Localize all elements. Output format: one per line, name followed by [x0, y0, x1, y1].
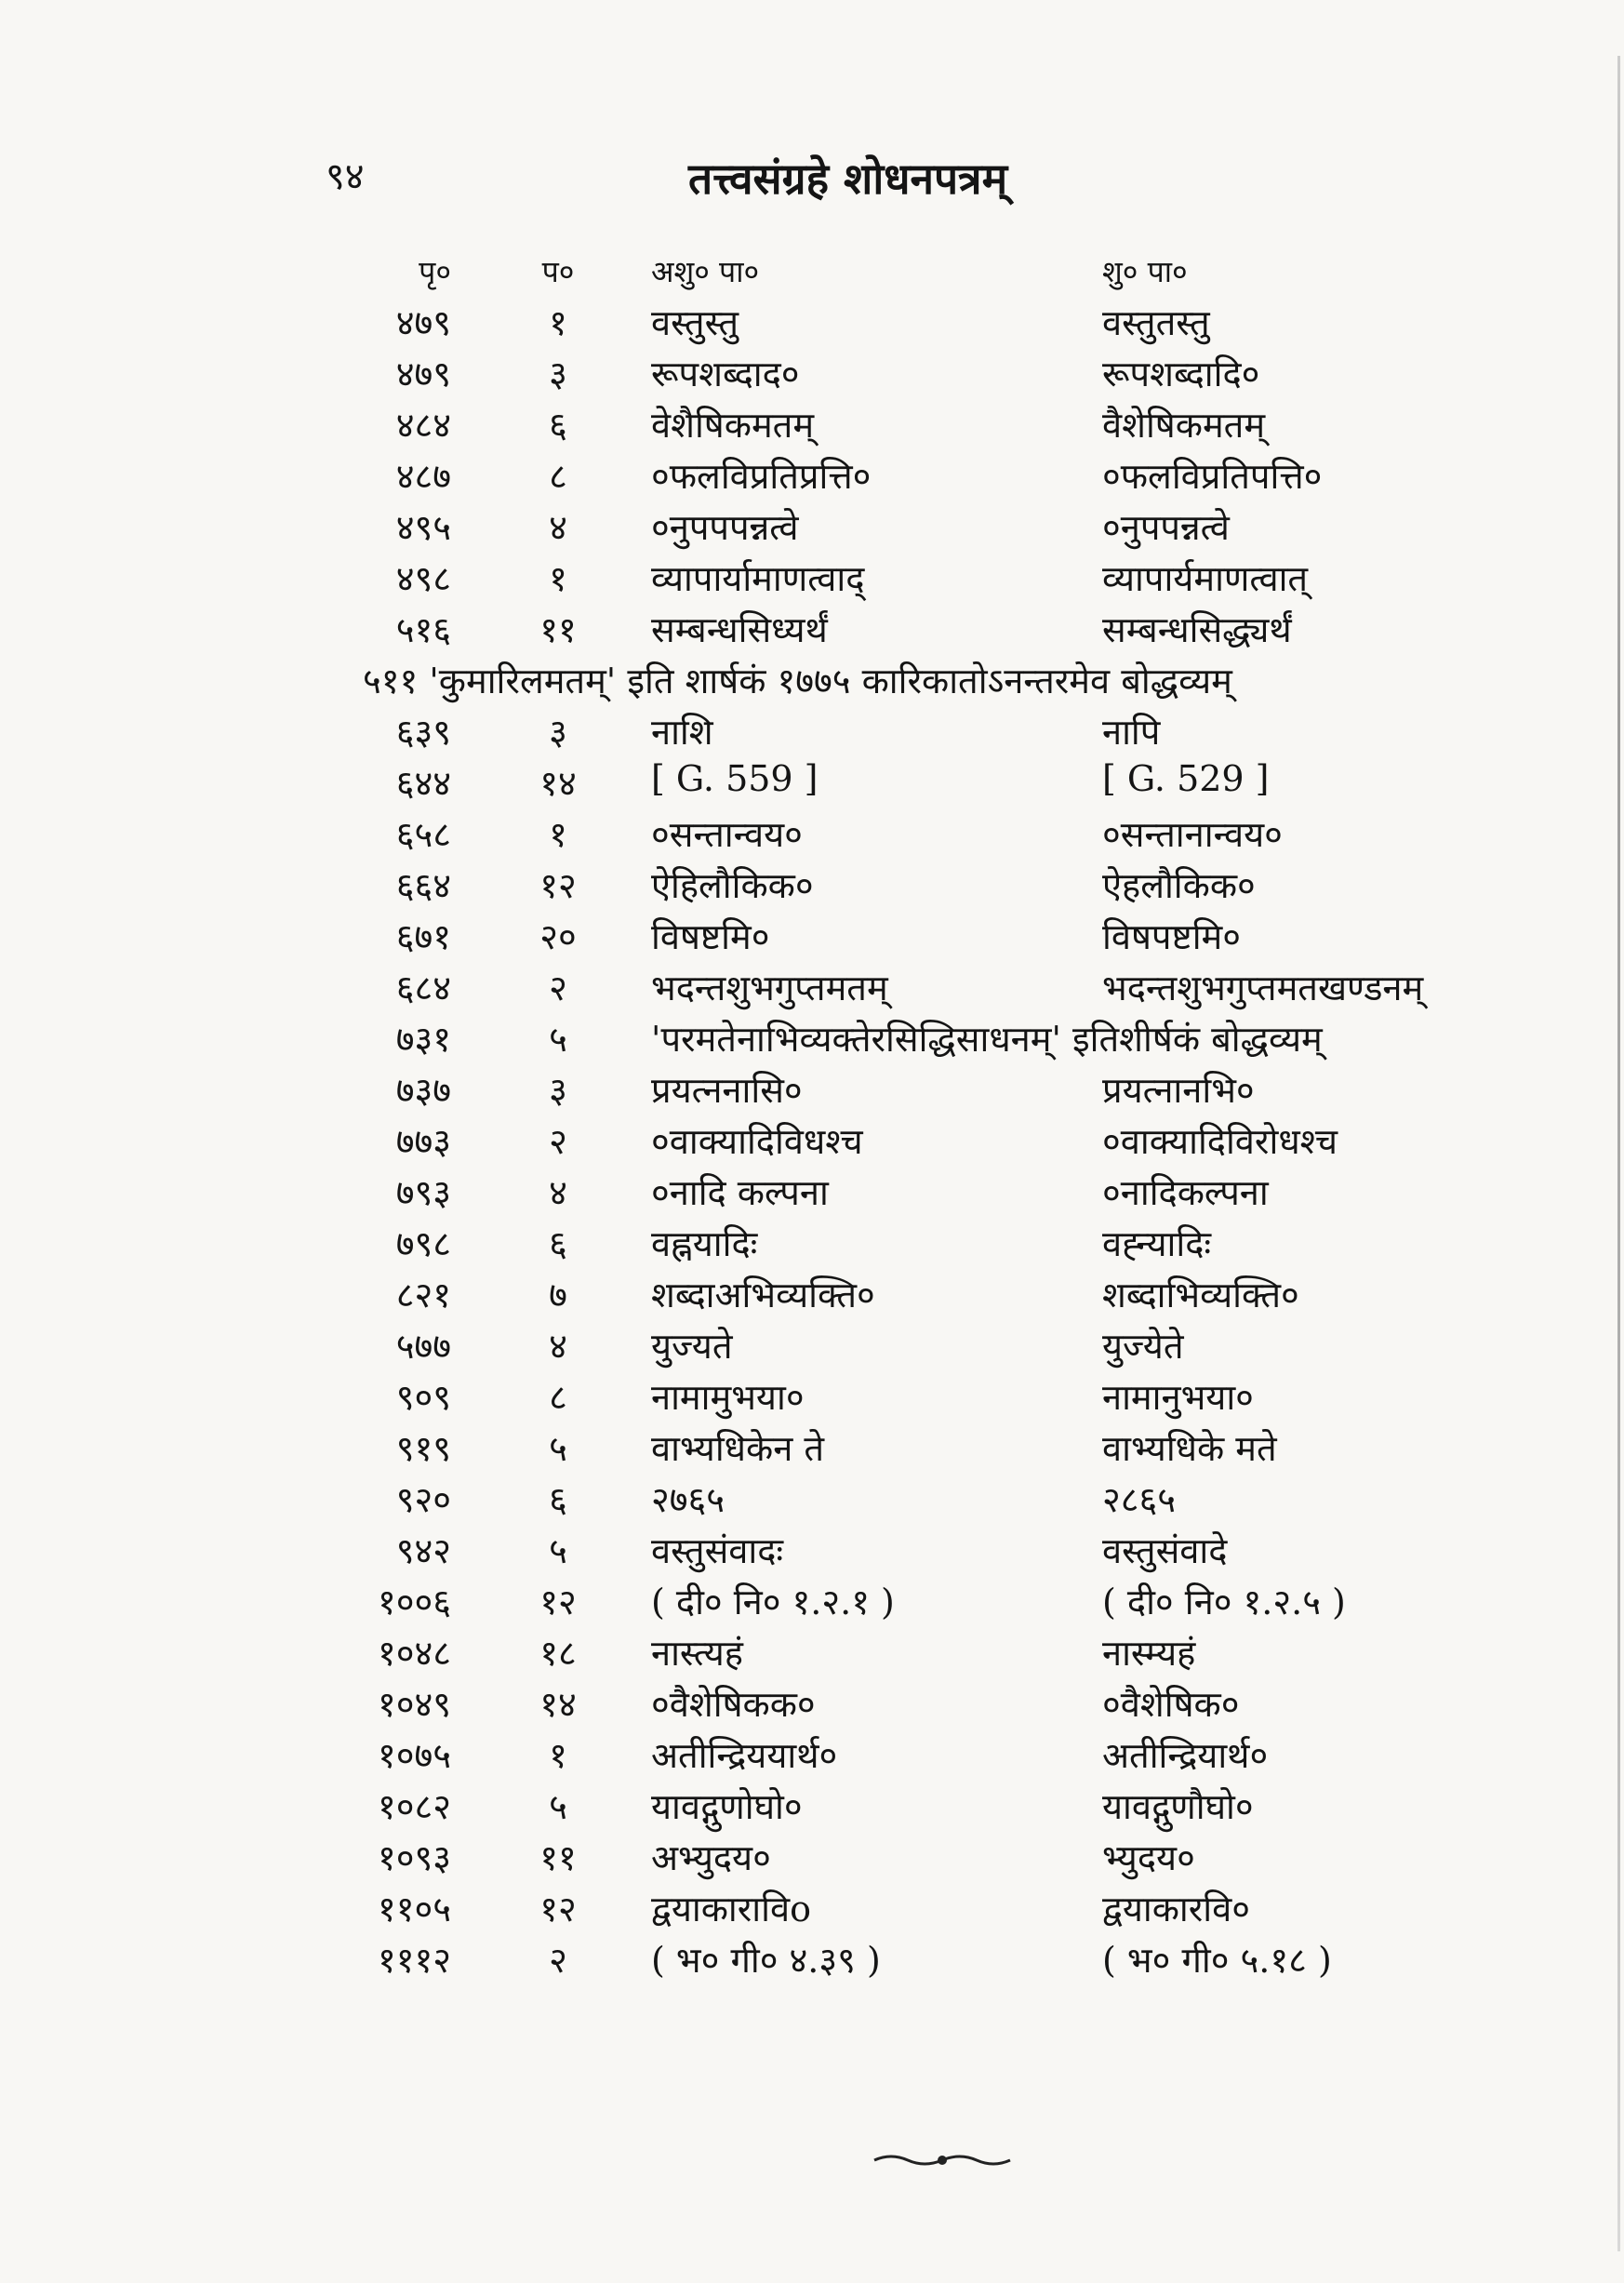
incorrect-reading: वेशैषिकमतम्	[651, 405, 815, 446]
line-cell: २	[549, 1940, 567, 1981]
table-row	[0, 1730, 1624, 1782]
correct-reading: वह्न्यादिः	[1102, 1223, 1212, 1264]
line-cell: ४	[549, 1172, 567, 1213]
incorrect-reading: ०सन्तान्वय०	[651, 814, 803, 855]
incorrect-reading: वस्तुसंवादः	[651, 1530, 784, 1571]
line-cell: ११	[539, 1837, 577, 1878]
page-cell: १०८२	[377, 1786, 451, 1827]
line-cell: १	[549, 302, 567, 343]
table-row	[0, 1679, 1624, 1730]
correct-reading: शब्दाभिव्यक्ति०	[1102, 1275, 1299, 1315]
table-row	[0, 349, 1624, 400]
line-cell: ३	[549, 712, 567, 753]
line-cell: ८	[549, 1377, 567, 1418]
page-cell: ६८४	[395, 968, 451, 1008]
table-row	[0, 400, 1624, 451]
page-cell: १०७५	[377, 1735, 451, 1776]
page-cell: ४७९	[395, 302, 451, 343]
incorrect-reading: ०फलविप्रतिप्रत्ति०	[651, 456, 872, 497]
page-cell: ५७७	[395, 1326, 451, 1367]
incorrect-reading: ०नादि कल्पना	[651, 1172, 829, 1213]
incorrect-reading: नाशि	[651, 712, 713, 753]
table-row	[0, 1116, 1624, 1168]
table-row	[0, 1782, 1624, 1833]
note-text: 'परमतेनाभिव्यक्तेरसिद्धिसाधनम्' इतिशीर्षकं बोद्धव्यम्	[651, 1019, 1323, 1060]
correct-reading: [ G. 529 ]	[1102, 758, 1270, 799]
page-cell: ६३९	[395, 712, 451, 753]
page-cell: ५१६	[395, 609, 451, 650]
table-row	[0, 1372, 1624, 1423]
incorrect-reading: वह्नयादिः	[651, 1223, 758, 1264]
incorrect-reading: द्वयाकाराविo	[651, 1889, 811, 1929]
column-header-correct: शु० पा०	[1102, 254, 1188, 289]
table-row	[0, 1014, 1624, 1065]
incorrect-reading: युज्यते	[651, 1326, 733, 1367]
correct-reading: भ्युदय०	[1102, 1837, 1195, 1878]
table-row	[0, 1423, 1624, 1475]
table-row	[0, 861, 1624, 912]
table-row	[0, 758, 1624, 809]
correct-reading: ०सन्तानान्वय०	[1102, 814, 1283, 855]
line-cell: ११	[539, 609, 577, 650]
note-row	[0, 656, 1624, 707]
line-cell: २	[549, 1121, 567, 1162]
correct-reading: ०फलविप्रतिपत्ति०	[1102, 456, 1323, 497]
correct-reading: ०वैशेषिक०	[1102, 1684, 1240, 1725]
correct-reading: भदन्तशुभगुप्तमतखण्डनम्	[1102, 968, 1424, 1008]
page-cell: ६६४	[395, 865, 451, 906]
column-header-incorrect: अशु० पा०	[651, 254, 760, 289]
incorrect-reading: रूपशब्दाद०	[651, 354, 800, 394]
page-cell: ४८४	[395, 405, 451, 446]
table-row	[0, 554, 1624, 605]
table-row	[0, 707, 1624, 758]
table-row	[0, 1884, 1624, 1935]
incorrect-reading: वाभ्यधिकेन ते	[651, 1428, 825, 1469]
table-row	[0, 605, 1624, 656]
correct-reading: सम्बन्धसिद्ध्यर्थं	[1102, 609, 1292, 650]
page-cell: ७९३	[395, 1172, 451, 1213]
line-cell: ६	[549, 1223, 567, 1264]
line-cell: ४	[549, 507, 567, 548]
incorrect-reading: व्यापार्यामाणत्वाद्	[651, 558, 865, 599]
page-cell: ४९५	[395, 507, 451, 548]
table-row	[0, 1526, 1624, 1577]
correct-reading: २८६५	[1102, 1479, 1177, 1520]
page-cell: ४९८	[395, 558, 451, 599]
table-row	[0, 1475, 1624, 1526]
page-cell: ९४२	[395, 1530, 451, 1571]
incorrect-reading: शब्दाअभिव्यक्ति०	[651, 1275, 875, 1315]
table-row	[0, 1065, 1624, 1116]
column-header-page: पृ०	[419, 254, 451, 289]
correct-reading: नापि	[1102, 712, 1161, 753]
incorrect-reading: २७६५	[651, 1479, 725, 1520]
correct-reading: विषपष्टमि०	[1102, 916, 1242, 957]
correct-reading: यावद्गुणौघो०	[1102, 1786, 1254, 1827]
running-head: तत्त्वसंग्रहे शोधनपत्रम्	[688, 154, 1008, 204]
correct-reading: ०नुपपन्नत्वे	[1102, 507, 1230, 548]
incorrect-reading: विषष्टमि०	[651, 916, 770, 957]
page-cell: ४८७	[395, 456, 451, 497]
note-text: ५११ 'कुमारिलमतम्' इति शार्षकं १७७५ कारिकातोऽनन्तरमेव बोद्धव्यम्	[363, 661, 1232, 701]
incorrect-reading: ( दी० नि० १.२.१ )	[651, 1582, 895, 1622]
line-cell: १	[549, 814, 567, 855]
line-cell: १	[549, 1735, 567, 1776]
page-cell: १००६	[377, 1582, 451, 1622]
incorrect-reading: [ G. 559 ]	[651, 758, 819, 799]
incorrect-reading: वस्तुस्तु	[651, 302, 739, 343]
incorrect-reading: प्रयत्ननासि०	[651, 1070, 803, 1111]
correct-reading: व्यापार्यमाणत्वात्	[1102, 558, 1309, 599]
end-ornament	[872, 2151, 1012, 2170]
errata-table	[0, 251, 1624, 1986]
correct-reading: वस्तुतस्तु	[1102, 302, 1210, 343]
incorrect-reading: ऐहिलौकिक०	[651, 865, 814, 906]
page-cell: ९०९	[395, 1377, 451, 1418]
line-cell: ६	[549, 405, 567, 446]
correct-reading: ०नादिकल्पना	[1102, 1172, 1269, 1213]
column-header-line: प०	[541, 254, 575, 289]
table-row	[0, 809, 1624, 861]
line-cell: १२	[539, 865, 577, 906]
page-cell: ८२१	[395, 1275, 451, 1315]
page-number: ९४	[326, 155, 365, 198]
incorrect-reading: भदन्तशुभगुप्तमतम्	[651, 968, 888, 1008]
incorrect-reading: यावद्गुणोघो०	[651, 1786, 803, 1827]
correct-reading: ऐहलौकिक०	[1102, 865, 1256, 906]
incorrect-reading: ०वाक्यादिविधश्च	[651, 1121, 863, 1162]
table-row	[0, 1321, 1624, 1372]
line-cell: १४	[539, 763, 577, 804]
line-cell: २०	[539, 916, 577, 957]
page-cell: ६४४	[395, 763, 451, 804]
line-cell: ४	[549, 1326, 567, 1367]
correct-reading: नामानुभया०	[1102, 1377, 1254, 1418]
correct-reading: ( दी० नि० १.२.५ )	[1102, 1582, 1346, 1622]
line-cell: ५	[549, 1428, 567, 1469]
correct-reading: वस्तुसंवादे	[1102, 1530, 1228, 1571]
line-cell: ६	[549, 1479, 567, 1520]
table-row	[0, 1168, 1624, 1219]
page-cell: १११२	[377, 1940, 451, 1981]
correct-reading: द्वयाकारवि०	[1102, 1889, 1251, 1929]
line-cell: १८	[539, 1633, 577, 1674]
table-row	[0, 912, 1624, 963]
page-cell: ६५८	[395, 814, 451, 855]
line-cell: ५	[549, 1530, 567, 1571]
page-cell: ११०५	[377, 1889, 451, 1929]
line-cell: २	[549, 968, 567, 1008]
line-cell: १२	[539, 1582, 577, 1622]
page-cell: १०९३	[377, 1837, 451, 1878]
page-cell: ७३७	[395, 1070, 451, 1111]
line-cell: १२	[539, 1889, 577, 1929]
incorrect-reading: नामामुभया०	[651, 1377, 805, 1418]
table-row	[0, 1833, 1624, 1884]
table-row	[0, 1270, 1624, 1321]
incorrect-reading: अभ्युदय०	[651, 1837, 771, 1878]
incorrect-reading: सम्बन्धसिध्यर्थं	[651, 609, 828, 650]
page-cell: ४७९	[395, 354, 451, 394]
incorrect-reading: अतीन्द्रिययार्थ०	[651, 1735, 838, 1776]
correct-reading: ०वाक्यादिविरोधश्च	[1102, 1121, 1338, 1162]
page-cell: ९१९	[395, 1428, 451, 1469]
page-cell: ६७१	[395, 916, 451, 957]
table-row	[0, 1628, 1624, 1679]
table-row	[0, 298, 1624, 349]
table-row	[0, 1219, 1624, 1270]
page-cell: १०४८	[377, 1633, 451, 1674]
correct-reading: नास्म्यहं	[1102, 1633, 1196, 1674]
line-cell: १४	[539, 1684, 577, 1725]
page-cell: ९२०	[395, 1479, 451, 1520]
table-row	[0, 502, 1624, 554]
incorrect-reading: नास्त्यहं	[651, 1633, 743, 1674]
incorrect-reading: ( भ० गी० ४.३९ )	[651, 1940, 881, 1981]
line-cell: ५	[549, 1786, 567, 1827]
correct-reading: युज्येते	[1102, 1326, 1184, 1367]
page-cell: ७९८	[395, 1223, 451, 1264]
incorrect-reading: ०वैशेषिकक०	[651, 1684, 816, 1725]
line-cell: ५	[549, 1019, 567, 1060]
table-row	[0, 451, 1624, 502]
correct-reading: ( भ० गी० ५.१८ )	[1102, 1940, 1332, 1981]
table-row	[0, 963, 1624, 1014]
correct-reading: अतीन्द्रियार्थ०	[1102, 1735, 1269, 1776]
line-cell: १	[549, 558, 567, 599]
line-cell: ७	[549, 1275, 567, 1315]
line-cell: ८	[549, 456, 567, 497]
correct-reading: रूपशब्दादि०	[1102, 354, 1260, 394]
correct-reading: वैशेषिकमतम्	[1102, 405, 1266, 446]
correct-reading: वाभ्यधिके मते	[1102, 1428, 1277, 1469]
page-cell: १०४९	[377, 1684, 451, 1725]
table-row	[0, 1577, 1624, 1628]
page-cell: ७३१	[395, 1019, 451, 1060]
column-header-row	[0, 251, 1624, 298]
incorrect-reading: ०नुपपपन्नत्वे	[651, 507, 799, 548]
correct-reading: प्रयत्नानभि०	[1102, 1070, 1255, 1111]
table-row	[0, 1935, 1624, 1986]
page-cell: ७७३	[395, 1121, 451, 1162]
line-cell: ३	[549, 1070, 567, 1111]
line-cell: ३	[549, 354, 567, 394]
